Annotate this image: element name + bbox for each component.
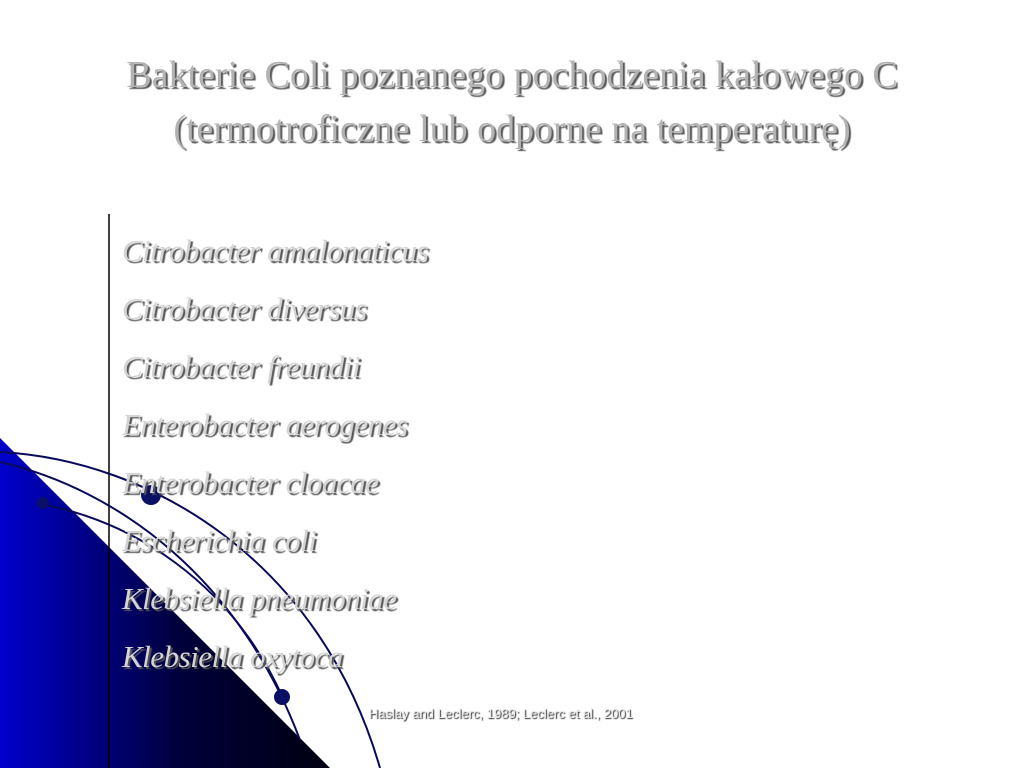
slide-title bbox=[0, 48, 1024, 156]
dot-bottom bbox=[274, 689, 290, 705]
list-item: Citrobacter diversus bbox=[122, 291, 367, 326]
list-item: Enterobacter aerogenes bbox=[122, 407, 408, 442]
citation-text: Haslay and Leclerc, 1989; Leclerc et al., 2001 bbox=[369, 706, 633, 721]
list-item: Escherichia coli bbox=[122, 523, 317, 558]
bacteria-list bbox=[122, 222, 428, 686]
list-item: Klebsiella pneumoniae bbox=[122, 581, 397, 616]
list-item: Citrobacter freundii bbox=[122, 349, 361, 384]
list-item: Enterobacter cloacae bbox=[122, 465, 379, 500]
list-item: Citrobacter amalonaticus bbox=[122, 233, 429, 268]
title-line-1: Bakterie Coli poznanego pochodzenia kałowego C bbox=[126, 54, 898, 96]
dot-small-left bbox=[37, 497, 49, 509]
list-item: Klebsiella oxytoca bbox=[122, 639, 343, 674]
title-line-2: (termotroficzne lub odporne na temperaturę) bbox=[173, 108, 851, 150]
